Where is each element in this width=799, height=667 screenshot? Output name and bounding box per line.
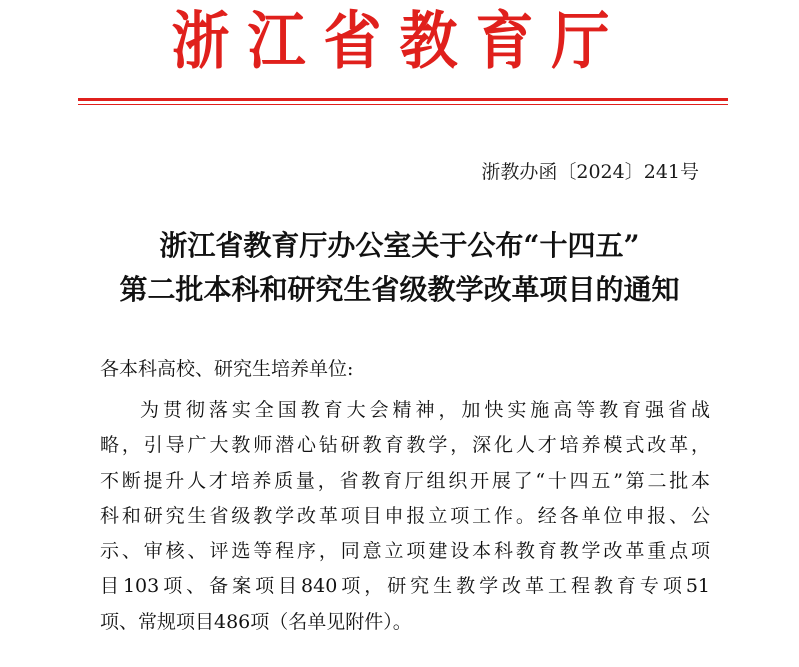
body-line: 目103项、备案项目840项，研究生教学改革工程教育专项51 [100,575,710,598]
issuer-title: 浙江省教育厅 [171,4,628,78]
document-title-line: 浙江省教育厅办公室关于公布“十四五” [159,229,640,262]
letterhead-divider-thin [78,104,728,105]
document-title-line: 第二批本科和研究生省级教学改革项目的通知 [119,273,680,306]
body-line: 示、审核、评选等程序，同意立项建设本科教育教学改革重点项 [100,540,710,563]
body-paragraph [100,393,710,640]
body-line: 不断提升人才培养质量，省教育厅组织开展了“十四五”第二批本 [100,469,710,492]
document-title [0,224,799,312]
letterhead-divider-thick [78,98,728,101]
body-line: 略，引导广大教师潜心钻研教育教学，深化人才培养模式改革， [100,434,710,457]
body-line: 项、常规项目486项（名单见附件）。 [100,610,412,633]
salutation: 各本科高校、研究生培养单位: [100,358,354,380]
letterhead [0,0,799,92]
body-line: 科和研究生省级教学改革项目申报立项工作。经各单位申报、公 [100,504,710,527]
body-line: 为贯彻落实全国教育大会精神，加快实施高等教育强省战 [140,399,710,421]
document-number: 浙教办函〔2024〕241号 [481,161,699,183]
